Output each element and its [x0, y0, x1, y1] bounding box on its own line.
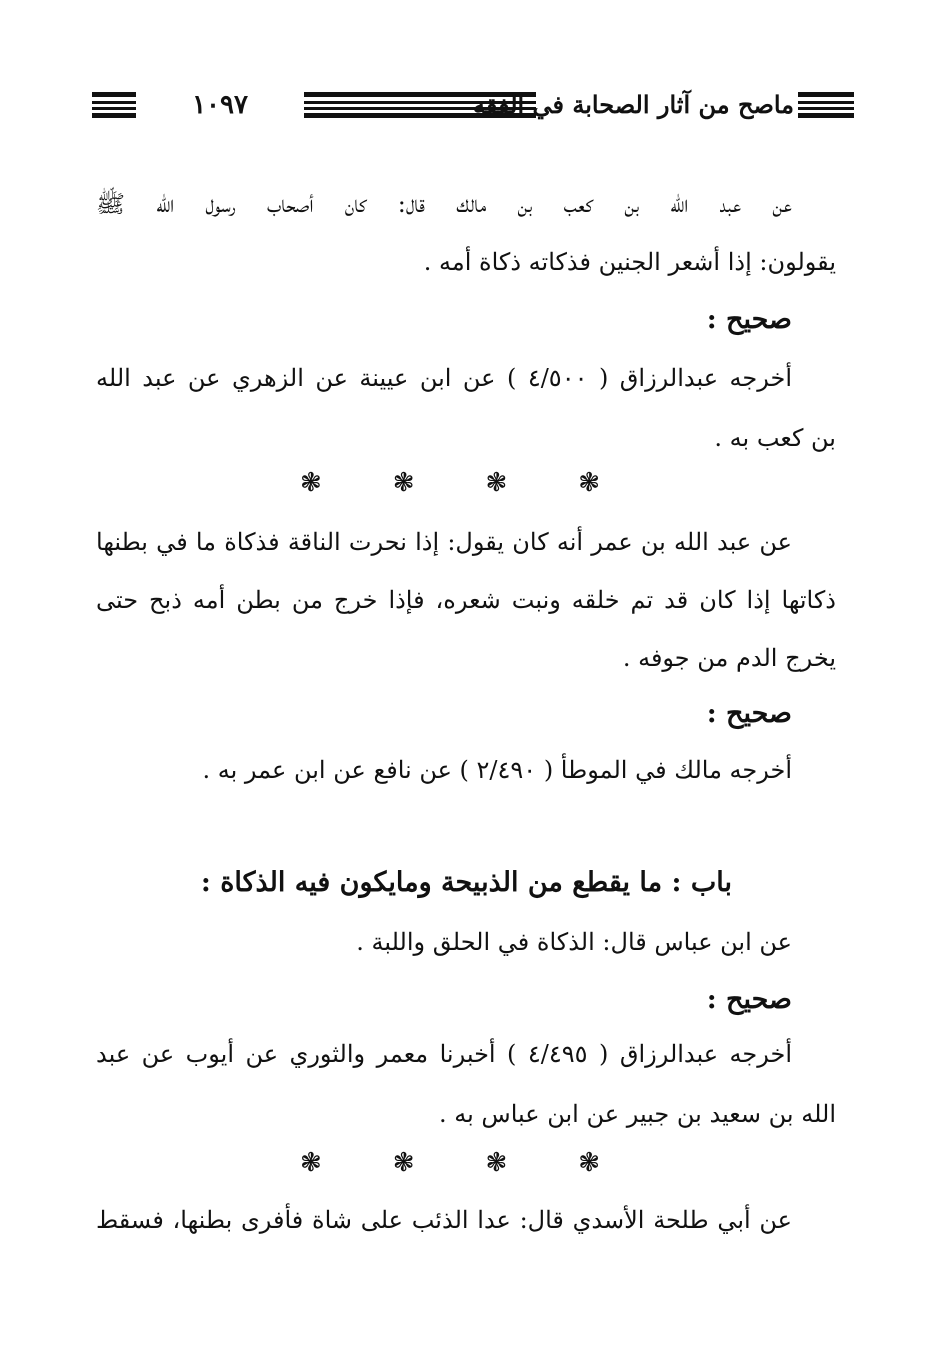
header-rule-left	[92, 92, 136, 118]
star-ornament-icon: ❃	[485, 468, 508, 498]
grading-label: صحيح :	[706, 304, 792, 335]
text-line: أخرجه عبدالرزاق ( ٤/٥٠٠ ) عن ابن عيينة عن الزهري عن عبد الله	[96, 364, 792, 392]
text-line: يخرج الدم من جوفه .	[622, 644, 836, 672]
text-line: عن عبد الله بن كعب بن مالك قال: كان أصحاب رسول الله ﷺ	[96, 190, 792, 218]
chapter-heading: باب : ما يقطع من الذبيحة ومايكون فيه الذكاة :	[200, 867, 732, 898]
text-line: بن كعب به .	[714, 424, 836, 452]
header-rule-right	[798, 92, 854, 118]
star-ornament-icon: ❃	[485, 1148, 508, 1178]
star-ornament-icon: ❃	[392, 468, 415, 498]
text-line: أخرجه عبدالرزاق ( ٤/٤٩٥ ) أخبرنا معمر والثوري عن أيوب عن عبد	[96, 1040, 792, 1068]
text-line: عن ابن عباس قال: الذكاة في الحلق واللبة .	[356, 928, 792, 956]
star-ornament-icon: ❃	[578, 1148, 600, 1178]
grading-label: صحيح :	[706, 984, 792, 1015]
text-line: عن عبد الله بن عمر أنه كان يقول: إذا نحرت الناقة فذكاة ما في بطنها	[96, 528, 792, 556]
star-ornament-icon: ❃	[300, 1148, 322, 1178]
text-line: أخرجه مالك في الموطأ ( ٢/٤٩٠ ) عن نافع عن ابن عمر به .	[202, 756, 792, 784]
page-number: ١٠٩٧	[192, 90, 248, 120]
grading-label: صحيح :	[706, 698, 792, 729]
page-header	[92, 88, 854, 128]
star-ornament-icon: ❃	[578, 468, 600, 498]
star-ornament-icon: ❃	[392, 1148, 415, 1178]
text-line: الله بن سعيد بن جبير عن ابن عباس به .	[439, 1100, 836, 1128]
text-line: يقولون: إذا أشعر الجنين فذكاته ذكاة أمه .	[423, 248, 836, 276]
section-separator	[300, 1150, 600, 1176]
book-title: ماصح من آثار الصحابة في الفقه	[473, 90, 794, 119]
text-line: ذكاتها إذا كان قد تم خلقه ونبت شعره، فإذا خرج من بطن أمه ذبح حتى	[96, 586, 836, 614]
star-ornament-icon: ❃	[300, 468, 322, 498]
section-separator	[300, 470, 600, 496]
text-line: عن أبي طلحة الأسدي قال: عدا الذئب على شاة فأفرى بطنها، فسقط	[96, 1206, 792, 1234]
